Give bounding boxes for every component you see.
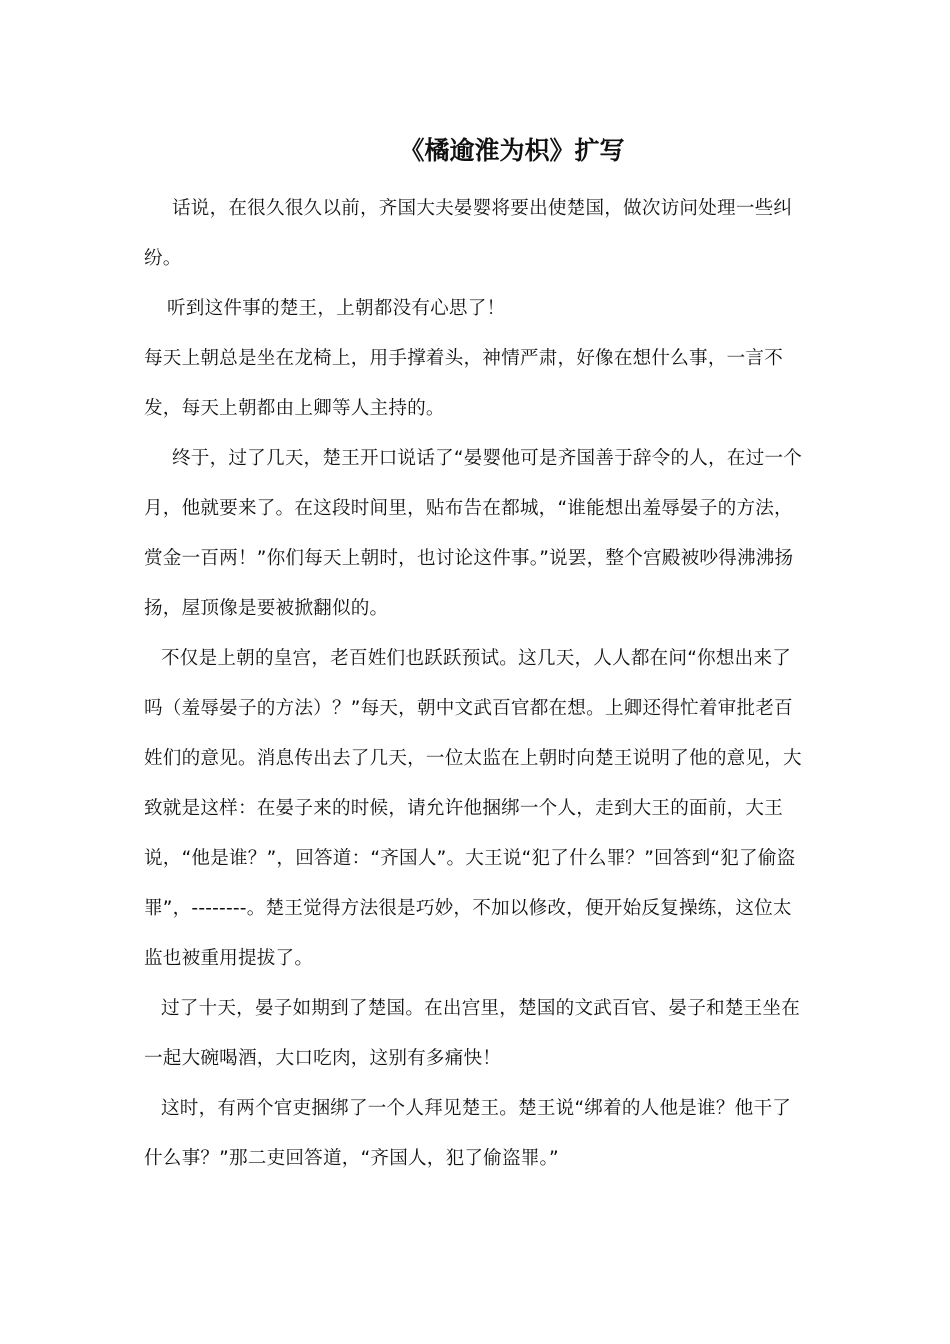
paragraph-1: 话说，在很久很久以前，齐国大夫晏婴将要出使楚国，做次访问处理一些纠纷。: [144, 198, 793, 269]
paragraph-7: 这时，有两个官吏捆绑了一个人拜见楚王。楚王说“绑着的人他是谁？他干了什么事？”那二吏回答道，“齐国人，犯了偷盗罪。”: [144, 1098, 792, 1169]
paragraph-4: 终于，过了几天，楚王开口说话了“晏婴他可是齐国善于辞令的人，在过一个月，他就要来了。在这段时间里，贴布告在都城，“谁能想出羞辱晏子的方法，赏金一百两！”你们每天上朝时，也讨论这件事。”说罢，整个宫殿被吵得沸沸扬扬，屋顶像是要被掀翻似的。: [144, 448, 803, 619]
paragraph-6: 过了十天，晏子如期到了楚国。在出宫里，楚国的文武百官、晏子和楚王坐在一起大碗喝酒，大口吃肉，这别有多痛快！: [144, 998, 800, 1069]
document-body: [144, 184, 809, 1184]
paragraph-5: 不仅是上朝的皇宫，老百姓们也跃跃预试。这几天，人人都在问“你想出来了吗（羞辱晏子的方法）？”每天，朝中文武百官都在想。上卿还得忙着审批老百姓们的意见。消息传出去了几天，一位太监在上朝时向楚王说明了他的意见，大致就是这样：在晏子来的时候，请允许他捆绑一个人，走到大王的面前，大王说，“他是谁？”，回答道：“齐国人”。大王说“犯了什么罪？”回答到“犯了偷盗罪”，--------。楚王觉得方法很是巧妙，不加以修改，便开始反复操练，这位太监也被重用提拔了。: [144, 648, 802, 969]
document-title: 《橘逾淮为枳》扩写: [399, 136, 625, 165]
paragraph-3: 每天上朝总是坐在龙椅上，用手撑着头，神情严肃，好像在想什么事，一言不发，每天上朝都由上卿等人主持的。: [144, 348, 783, 419]
paragraph-2: 听到这件事的楚王，上朝都没有心思了！: [167, 298, 506, 319]
